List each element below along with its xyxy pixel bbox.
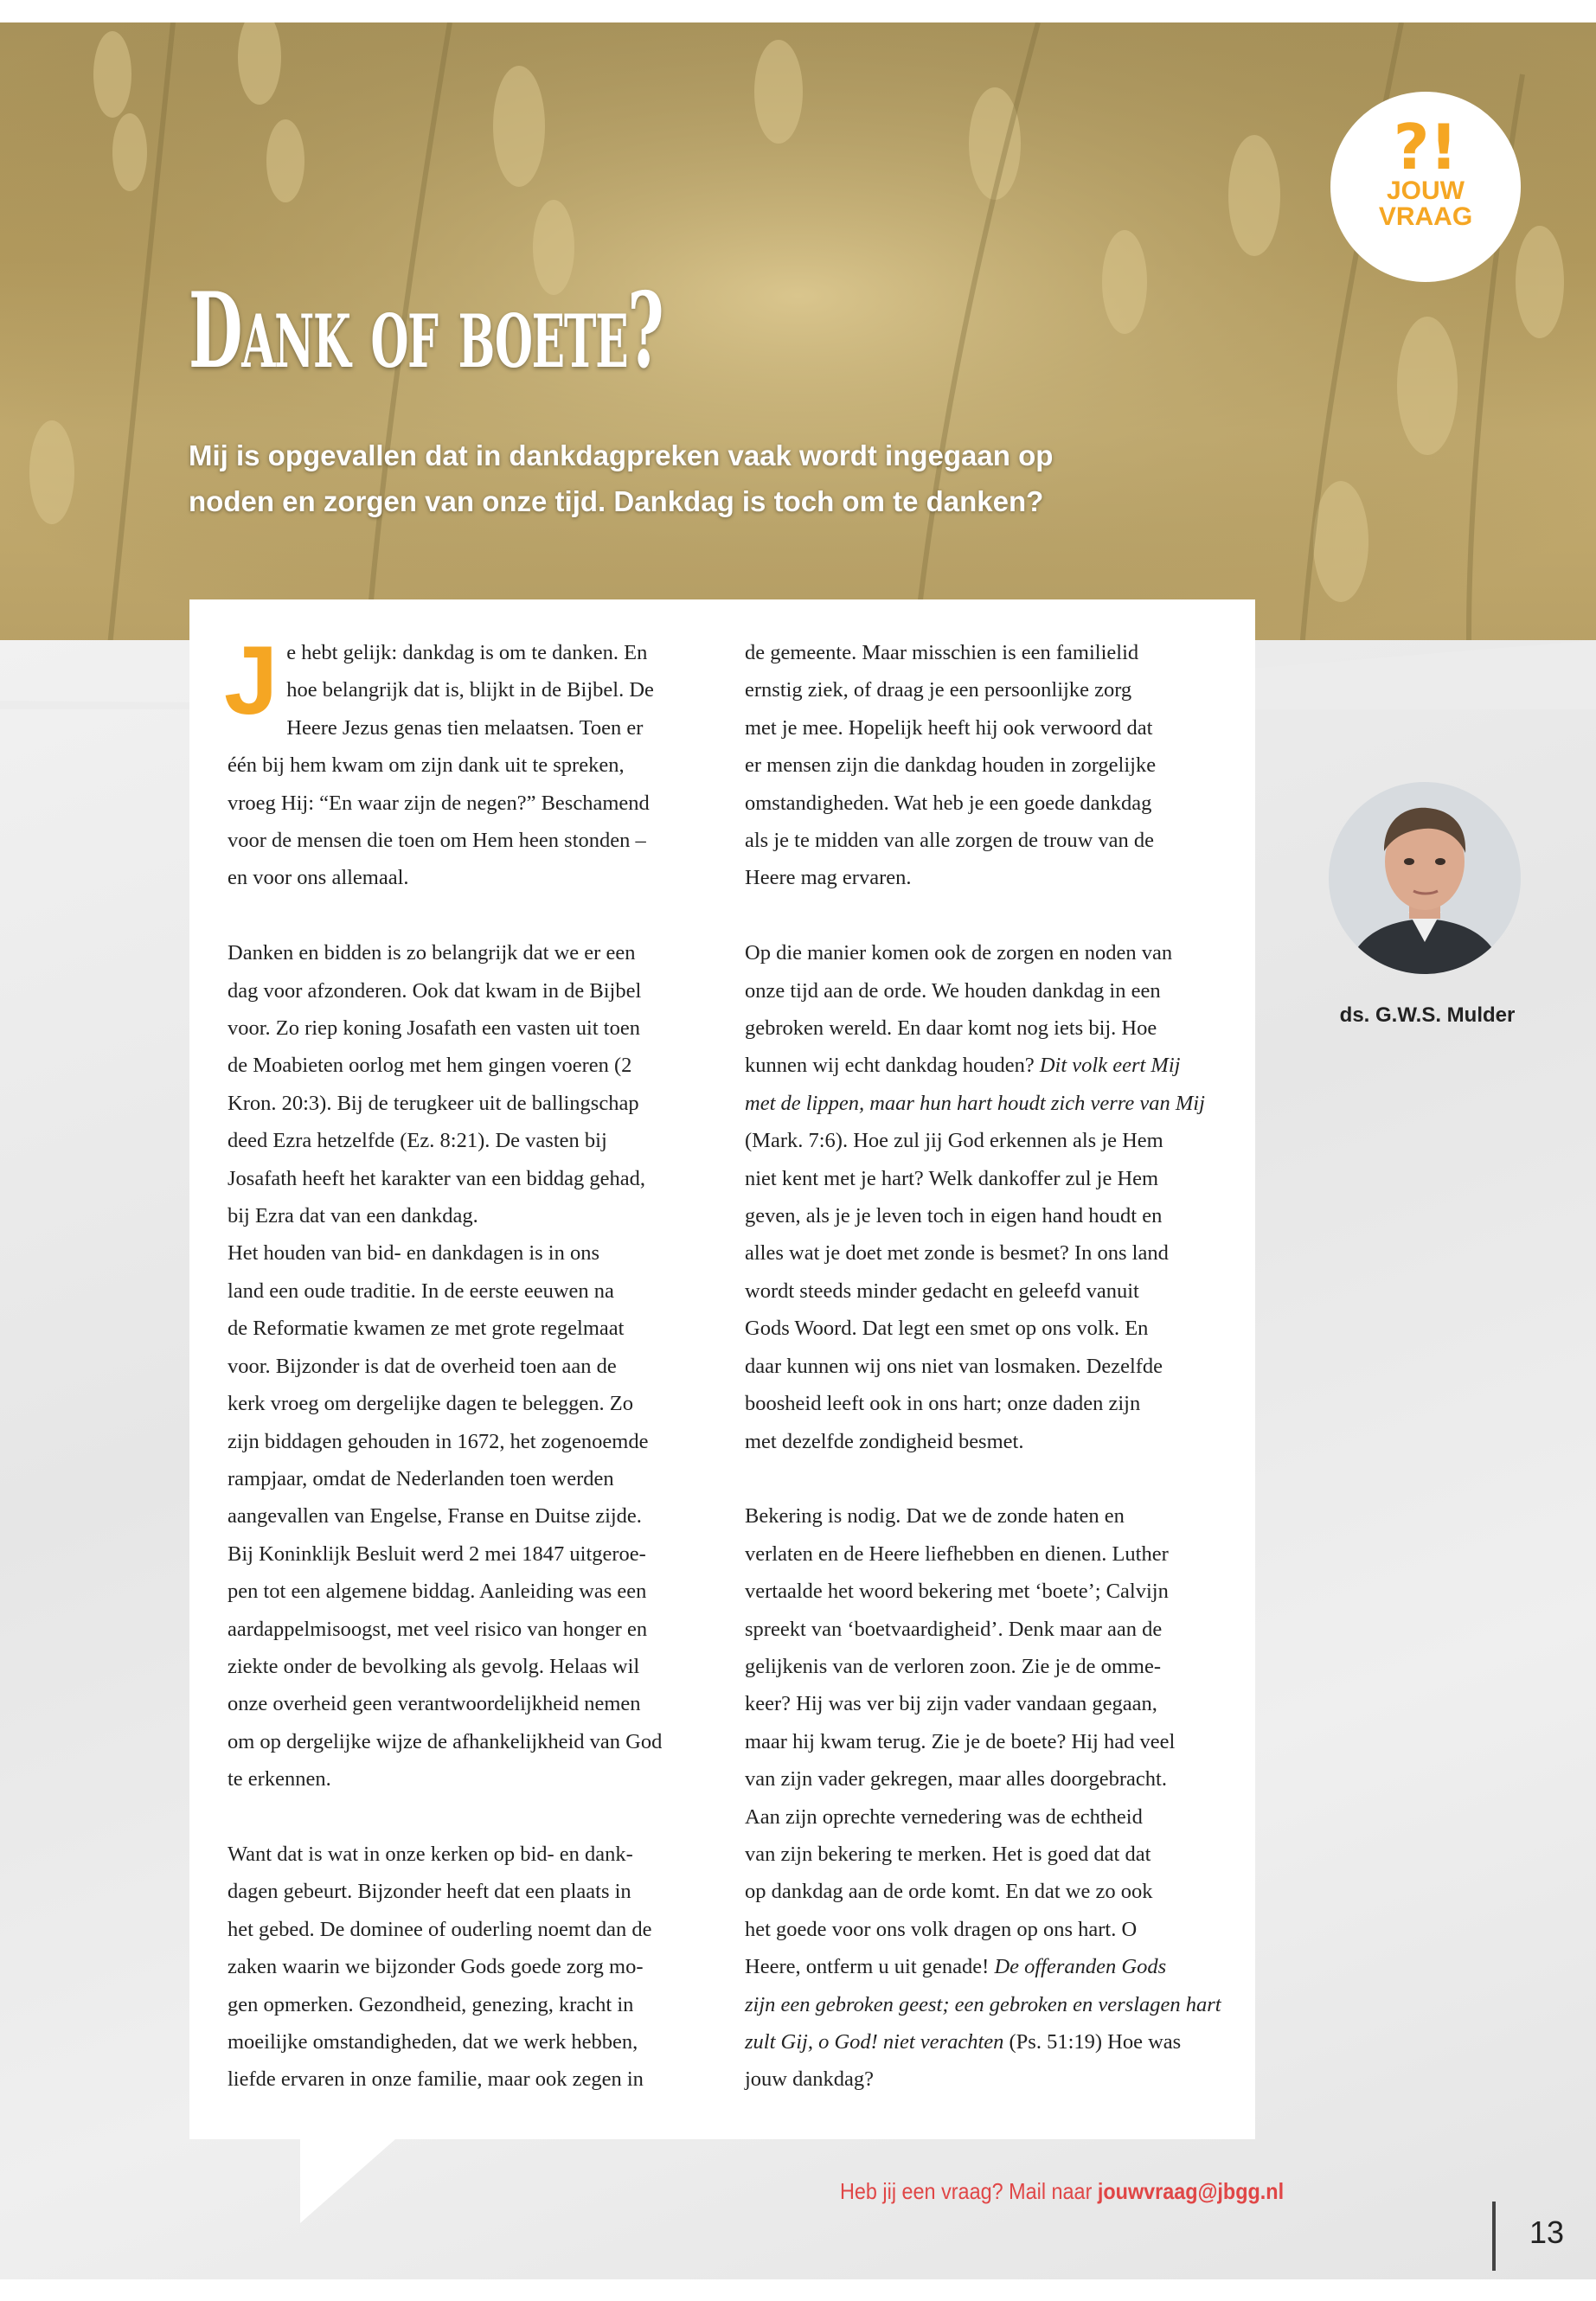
text-line: Heere Jezus genas tien melaatsen. Toen er (286, 715, 644, 740)
text-line: als je te midden van alle zorgen de trouw van de (745, 829, 1155, 853)
text-line: Bij Koninklijk Besluit werd 2 mei 1847 uitgeroe- (228, 1541, 646, 1566)
text-line: spreekt van ‘boetvaardigheid’. Denk maar aan de (745, 1617, 1163, 1641)
author-portrait (1329, 782, 1521, 974)
text-line: vroeg Hij: “En waar zijn de negen?” Beschamend (228, 791, 650, 815)
text-line: kerk vroeg om dergelijke dagen te beleggen. Zo (228, 1392, 633, 1416)
paragraph-gap (228, 897, 712, 934)
text-line: jouw dankdag? (745, 2067, 874, 2092)
text-line: en voor ons allemaal. (228, 866, 409, 890)
text-line: hoe belangrijk dat is, blijkt in de Bijbel. De (286, 678, 654, 702)
top-margin (0, 0, 1596, 22)
bottom-margin (0, 2279, 1596, 2301)
text-line: Aan zijn oprechte vernedering was de echtheid (745, 1804, 1143, 1829)
text-line: rampjaar, omdat de Nederlanden toen werden (228, 1466, 614, 1490)
bible-quote: zult Gij, o God! niet verachten (745, 2030, 1004, 2054)
text-line: van zijn bekering te merken. Het is goed dat dat (745, 1842, 1151, 1866)
text-line: Heere mag ervaren. (745, 866, 912, 890)
text-line: omstandigheden. Wat heb je een goede dankdag (745, 791, 1152, 815)
text-run: (Ps. 51:19) Hoe was (1003, 2030, 1182, 2054)
text-line: aangevallen van Engelse, Franse en Duitse zijde. (228, 1504, 642, 1529)
text-line: Want dat is wat in onze kerken op bid- en dank- (228, 1842, 633, 1866)
text-line: de Reformatie kwamen ze met grote regelmaat (228, 1317, 625, 1341)
text-line: Bekering is nodig. Dat we de zonde haten en (745, 1504, 1125, 1529)
text-line: e hebt gelijk: dankdag is om te danken. En (286, 641, 648, 664)
lead-line: Mij is opgevallen dat in dankdagpreken vaak wordt ingegaan op (189, 439, 1054, 471)
article-card (189, 599, 1255, 2139)
contact-line (840, 2178, 1284, 2205)
text-line: Kron. 20:3). Bij de terugkeer uit de ballingschap (228, 1091, 639, 1115)
text-line: gen opmerken. Gezondheid, genezing, kracht in (228, 1992, 634, 2016)
paragraph-gap (228, 1798, 712, 1836)
text-line: voor. Bijzonder is dat de overheid toen aan de (228, 1354, 617, 1378)
text-line: op dankdag aan de orde komt. En dat we zo ook (745, 1880, 1153, 1904)
bible-quote: met de lippen, maar hun hart houdt zich verre van Mij (745, 1091, 1205, 1115)
text-line: geven, als je je leven toch in eigen hand houdt en (745, 1204, 1163, 1228)
text-line: bij Ezra dat van een dankdag. (228, 1204, 478, 1228)
lead-question (189, 433, 1157, 524)
page-title: Dank of boete? (189, 270, 663, 392)
text-run: kunnen wij echt dankdag houden? (745, 1054, 1040, 1078)
text-line: voor. Zo riep koning Josafath een vasten uit toen (228, 1016, 640, 1041)
question-exclamation-icon: ?! (1393, 111, 1458, 183)
text-line: ziekte onder de bevolking als gevolg. Helaas wil (228, 1654, 640, 1678)
article-column-right (745, 634, 1229, 2099)
text-line: gebroken wereld. En daar komt nog iets bij. Hoe (745, 1016, 1157, 1041)
text-line: gelijkenis van de verloren zoon. Zie je de omme- (745, 1654, 1161, 1678)
text-line: dag voor afzonderen. Ook dat kwam in de Bijbel (228, 978, 642, 1003)
text-line: vertaalde het woord bekering met ‘boete’; Calvijn (745, 1580, 1169, 1604)
text-line (745, 1047, 1229, 1084)
page-number: 13 (1529, 2214, 1565, 2250)
text-line: wordt steeds minder gedacht en geleefd vanuit (745, 1279, 1139, 1303)
text-line: van zijn vader gekregen, maar alles doorgebracht. (745, 1767, 1167, 1791)
text-line: land een oude traditie. In de eerste eeuwen na (228, 1279, 614, 1303)
text-line (745, 1085, 1229, 1122)
author-name: ds. G.W.S. Mulder (1339, 1003, 1516, 1027)
contact-text: Heb jij een vraag? Mail naar (840, 2178, 1098, 2204)
badge-label-line2: VRAAG (1378, 202, 1473, 231)
lead-line: noden en zorgen van onze tijd. Dankdag is toch om te danken? (189, 485, 1044, 517)
text-line: moeilijke omstandigheden, dat we werk hebben, (228, 2030, 638, 2054)
bible-quote: De offeranden Gods (994, 1955, 1167, 1979)
text-line (745, 1948, 1229, 1985)
text-line: deed Ezra hetzelfde (Ez. 8:21). De vasten bij (228, 1129, 607, 1153)
text-line: de gemeente. Maar misschien is een familielid (745, 641, 1139, 664)
text-line: voor de mensen die toen om Hem heen stonden – (228, 829, 646, 853)
text-line: boosheid leeft ook in ons hart; onze daden zijn (745, 1392, 1141, 1416)
text-line: met je mee. Hopelijk heeft hij ook verwoord dat (745, 715, 1153, 740)
paragraph-gap (745, 1460, 1229, 1497)
text-line: pen tot een algemene biddag. Aanleiding was een (228, 1580, 647, 1604)
text-line: dagen gebeurt. Bijzonder heeft dat een plaats in (228, 1880, 631, 1904)
text-line: aardappelmisoogst, met veel risico van honger en (228, 1617, 648, 1641)
text-line: te erkennen. (228, 1767, 331, 1791)
text-line: daar kunnen wij ons niet van losmaken. Dezelfde (745, 1354, 1163, 1378)
text-line: om op dergelijke wijze de afhankelijkheid van God (228, 1729, 663, 1753)
text-line: het gebed. De dominee of ouderling noemt dan de (228, 1917, 652, 1941)
text-line: maar hij kwam terug. Zie je de boete? Hij had veel (745, 1729, 1176, 1753)
text-line: liefde ervaren in onze familie, maar ook zegen in (228, 2067, 644, 2092)
badge-label-line1: JOUW (1387, 176, 1465, 205)
bible-quote: zijn een gebroken geest; een gebroken en verslagen hart (745, 1992, 1221, 2016)
text-line: niet kent met je hart? Welk dankoffer zul je Hem (745, 1166, 1159, 1190)
text-line: onze tijd aan de orde. We houden dankdag in een (745, 978, 1161, 1003)
text-line: Gods Woord. Dat legt een smet op ons volk. En (745, 1317, 1149, 1341)
text-line: één bij hem kwam om zijn dank uit te spreken, (228, 753, 625, 778)
text-line: Op die manier komen ook de zorgen en noden van (745, 941, 1173, 965)
jouw-vraag-badge (1330, 92, 1521, 282)
text-line: het goede voor ons volk dragen op ons hart. O (745, 1917, 1138, 1941)
text-line: ernstig ziek, of draag je een persoonlijke zorg (745, 678, 1132, 702)
contact-email-link[interactable]: jouwvraag@jbgg.nl (1097, 2178, 1285, 2204)
speech-bubble-tail (300, 2139, 395, 2223)
text-line: alles wat je doet met zonde is besmet? In ons land (745, 1241, 1169, 1266)
page-number-rule (1492, 2202, 1496, 2271)
text-line: Danken en bidden is zo belangrijk dat we er een (228, 941, 636, 965)
text-line: de Moabieten oorlog met hem gingen voeren (2 (228, 1054, 632, 1078)
bible-quote: Dit volk eert Mij (1039, 1054, 1181, 1078)
text-line: zaken waarin we bijzonder Gods goede zorg mo- (228, 1955, 644, 1979)
text-run: Heere, ontferm u uit genade! (745, 1955, 995, 1979)
text-line: Josafath heeft het karakter van een biddag gehad, (228, 1166, 645, 1190)
paragraph-gap (745, 897, 1229, 934)
text-line (745, 2023, 1229, 2061)
text-line: onze overheid geen verantwoordelijkheid nemen (228, 1692, 641, 1716)
text-line: Het houden van bid- en dankdagen is in ons (228, 1241, 600, 1266)
text-line: met dezelfde zondigheid besmet. (745, 1429, 1024, 1453)
text-line: zijn biddagen gehouden in 1672, het zogenoemde (228, 1429, 649, 1453)
text-line (745, 1986, 1229, 2023)
drop-cap: J (224, 626, 279, 734)
article-column-left (224, 626, 712, 2099)
text-line: keer? Hij was ver bij zijn vader vandaan gegaan, (745, 1692, 1157, 1716)
text-line: verlaten en de Heere liefhebben en dienen. Luther (745, 1541, 1169, 1566)
text-line: er mensen zijn die dankdag houden in zorgelijke (745, 753, 1157, 778)
text-line: (Mark. 7:6). Hoe zul jij God erkennen als je Hem (745, 1129, 1163, 1153)
